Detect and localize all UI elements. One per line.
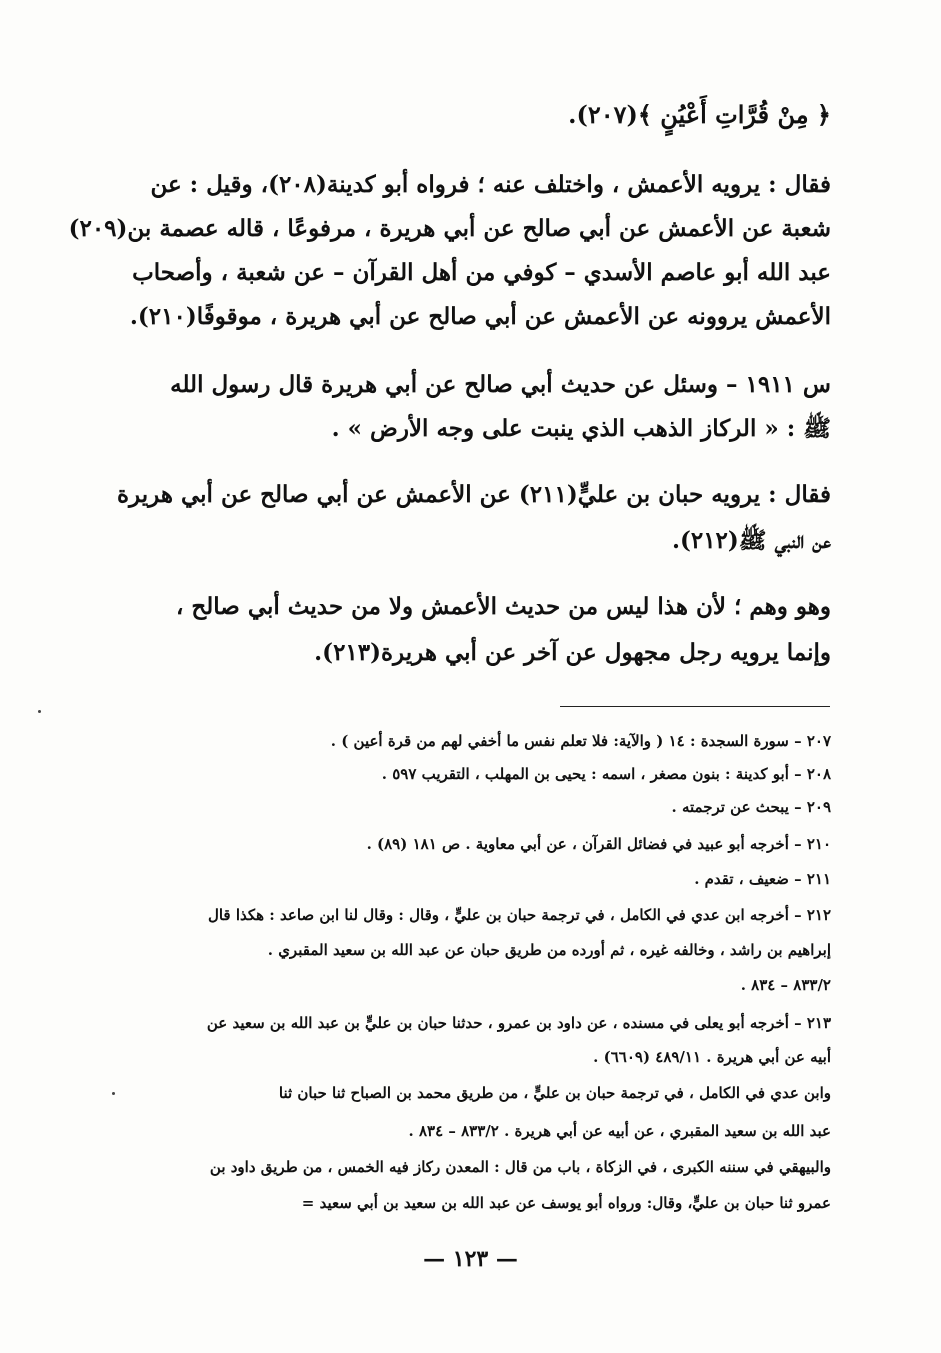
body-line: فقال : يرويه حبان بن عليٍّ(٢١١) عن الأعمش عن أبي صالح عن أبي هريرة (117, 481, 831, 508)
footnote-line: عمرو ثنا حبان بن عليٍّ، وقال: ورواه أبو يوسف عن عبد الله بن سعيد بن أبي سعيد = (301, 1194, 831, 1212)
body-line: شعبة عن الأعمش عن أبي صالح عن أبي هريرة ، مرفوعًا ، قاله عصمة بن(٢٠٩) (68, 215, 831, 242)
footnote-line: ٢٠٩ – يبحث عن ترجمته . (671, 798, 831, 816)
footnote-line: ٨٣٣/٢ – ٨٣٤ . (740, 976, 831, 994)
footnote-line: والبيهقي في سننه الكبرى ، في الزكاة ، باب من قال : المعدن ركاز فيه الخمس ، من طريق داود بن (209, 1158, 831, 1176)
footnote-line: إبراهيم بن راشد ، وخالفه غيره ، ثم أورده من طريق حبان عن عبد الله بن سعيد المقبري . (267, 941, 831, 959)
body-line: فقال : يرويه الأعمش ، واختلف عنه ؛ فرواه أبو كدينة(٢٠٨)، وقيل : عن (150, 171, 831, 198)
footnote-line: ٢٠٧ – سورة السجدة : ١٤ ( والآية: فلا تعلم نفس ما أخفي لهم من قرة أعين ) . (330, 732, 831, 750)
footnote-separator (560, 706, 830, 707)
footnote-line: ٢٠٨ – أبو كدينة : بنون مصغر ، اسمه : يحيى بن المهلب ، التقريب ٥٩٧ . (381, 765, 831, 783)
question-line: س ١٩١١ – وسئل عن حديث أبي صالح عن أبي هريرة قال رسول الله (170, 371, 831, 398)
footnote-line: وابن عدي في الكامل ، في ترجمة حبان بن عليٍّ ، من طريق محمد بن الصباح ثنا حبان ثنا (278, 1084, 831, 1102)
body-line: وإنما يرويه رجل مجهول عن آخر عن أبي هريرة(٢١٣). (314, 639, 831, 666)
footnote-line: أبيه عن أبي هريرة . ٤٨٩/١١ (٦٦٠٩) . (593, 1048, 831, 1066)
body-line: ﷺ : « الركاز الذهب الذي ينبت على وجه الأرض » . (331, 415, 831, 442)
footnote-line: ٢١٠ – أخرجه أبو عبيد في فضائل القرآن ، عن أبي معاوية . ص ١٨١ (٨٩) . (366, 835, 831, 853)
footnote-line: ٢١٣ – أخرجه أبو يعلى في مسنده ، عن داود بن عمرو ، حدثنا حبان بن عليٍّ بن عبد الله بن سعيد عن (206, 1014, 831, 1032)
scan-speck (112, 1092, 115, 1095)
footnote-line: ٢١٢ – أخرجه ابن عدي في الكامل ، في ترجمة حبان بن عليٍّ ، وقال : وقال لنا ابن صاعد : هكذا قال (207, 906, 831, 924)
quran-quote-line: ﴿ مِنْ قُرَّاتِ أَعْيُنٍ ﴾(٢٠٧). (568, 100, 831, 129)
footnote-line: عبد الله بن سعيد المقبري ، عن أبيه عن أبي هريرة . ٨٣٣/٢ – ٨٣٤ . (408, 1122, 831, 1140)
body-line: عن النبي ﷺ(٢١٢). (671, 527, 831, 554)
page-number: — ١٢٣ — (423, 1246, 518, 1272)
body-line: عبد الله أبو عاصم الأسدي – كوفي من أهل القرآن – عن شعبة ، وأصحاب (132, 259, 831, 286)
footnote-line: ٢١١ – ضعيف ، تقدم . (694, 870, 831, 888)
scan-speck (38, 710, 41, 713)
body-line: وهو وهم ؛ لأن هذا ليس من حديث الأعمش ولا من حديث أبي صالح ، (175, 593, 831, 620)
body-line: الأعمش يروونه عن الأعمش عن أبي صالح عن أبي هريرة ، موقوفًا(٢١٠). (129, 303, 831, 330)
